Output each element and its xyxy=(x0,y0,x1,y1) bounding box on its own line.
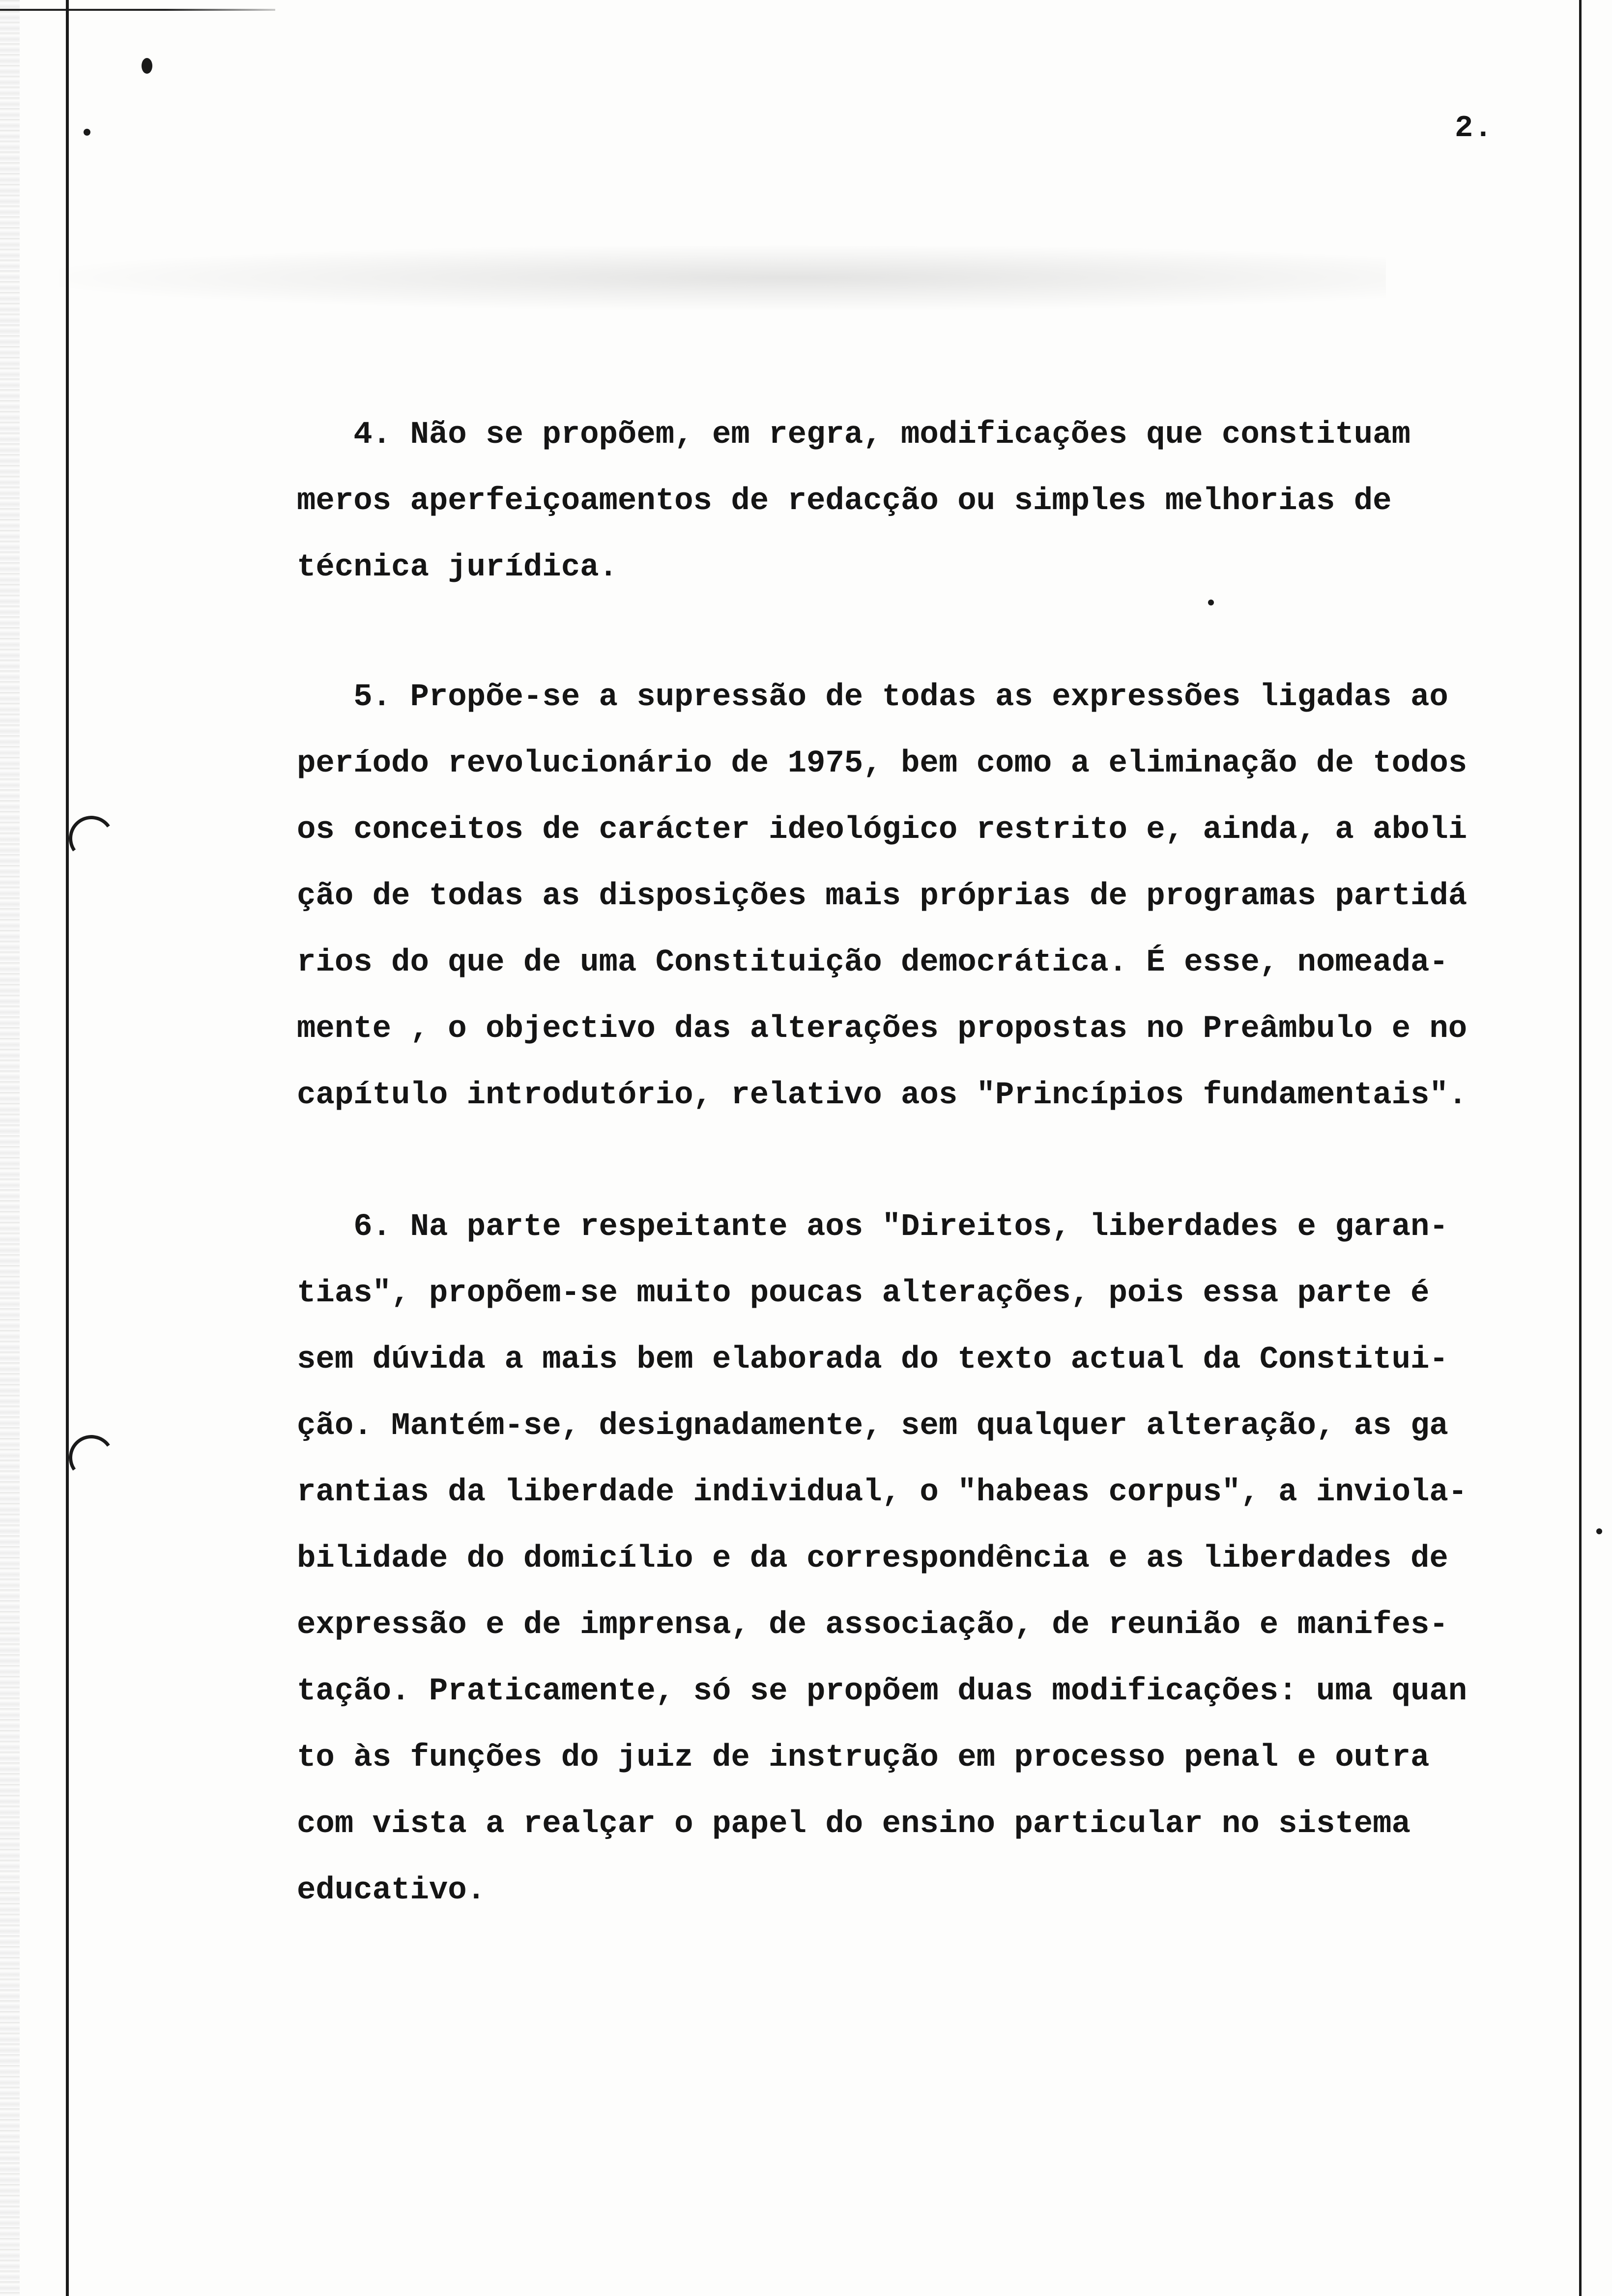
paragraph-line: período revolucionário de 1975, bem como a eliminação de todos xyxy=(297,746,1468,781)
paragraph-line: bilidade do domicílio e da correspondência e as liberdades de xyxy=(297,1541,1448,1577)
paragraph-line: 6. Na parte respeitante aos "Direitos, liberdades e garan- xyxy=(297,1209,1448,1245)
ink-dot xyxy=(1596,1528,1602,1534)
paragraph-line: sem dúvida a mais bem elaborada do texto actual da Constitui- xyxy=(297,1342,1448,1378)
punch-hole-mark xyxy=(65,1432,118,1484)
ink-dot xyxy=(142,58,152,74)
page-number: 2. xyxy=(1455,111,1494,145)
paragraph-line: to às funções do juiz de instrução em processo penal e outra xyxy=(297,1740,1430,1776)
paragraph-line: 5. Propõe-se a supressão de todas as expressões ligadas ao xyxy=(297,680,1448,715)
punch-hole-mark xyxy=(65,812,118,865)
paragraph-line: técnica jurídica. xyxy=(297,550,618,585)
paragraph-line: mente , o objectivo das alterações propostas no Preâmbulo e no xyxy=(297,1011,1468,1047)
paragraph-line: educativo. xyxy=(297,1873,486,1908)
paragraph-line: os conceitos de carácter ideológico restrito e, ainda, a aboli xyxy=(297,812,1468,848)
paragraph-line: ção. Mantém-se, designadamente, sem qualquer alteração, as ga xyxy=(297,1408,1448,1444)
right-margin-rule xyxy=(1579,0,1582,2296)
paragraph-5 xyxy=(297,664,1526,1129)
left-margin-rule xyxy=(66,0,69,2296)
paragraph-line: meros aperfeiçoamentos de redacção ou simples melhorias de xyxy=(297,484,1392,519)
scan-noise-band xyxy=(59,246,1386,310)
paragraph-line: 4. Não se propõem, em regra, modificações que constituam xyxy=(297,417,1410,453)
paragraph-line: ção de todas as disposições mais próprias de programas partidá xyxy=(297,879,1468,914)
paragraph-line: com vista a realçar o papel do ensino particular no sistema xyxy=(297,1807,1410,1842)
ink-dot xyxy=(84,129,90,136)
scan-edge-artifact xyxy=(0,0,20,2296)
paragraph-line: expressão e de imprensa, de associação, de reunião e manifes- xyxy=(297,1607,1448,1643)
top-left-rule xyxy=(0,9,275,11)
paragraph-line: tação. Praticamente, só se propõem duas modificações: uma quan xyxy=(297,1674,1468,1709)
paragraph-line: capítulo introdutório, relativo aos "Princípios fundamentais". xyxy=(297,1078,1468,1113)
paragraph-line: tias", propõem-se muito poucas alterações, pois essa parte é xyxy=(297,1276,1430,1311)
paragraph-line: rios do que de uma Constituição democrática. É esse, nomeada- xyxy=(297,945,1448,980)
paragraph-6 xyxy=(297,1194,1526,1924)
paragraph-4 xyxy=(297,402,1526,601)
paragraph-line: rantias da liberdade individual, o "habeas corpus", a inviola- xyxy=(297,1475,1468,1510)
